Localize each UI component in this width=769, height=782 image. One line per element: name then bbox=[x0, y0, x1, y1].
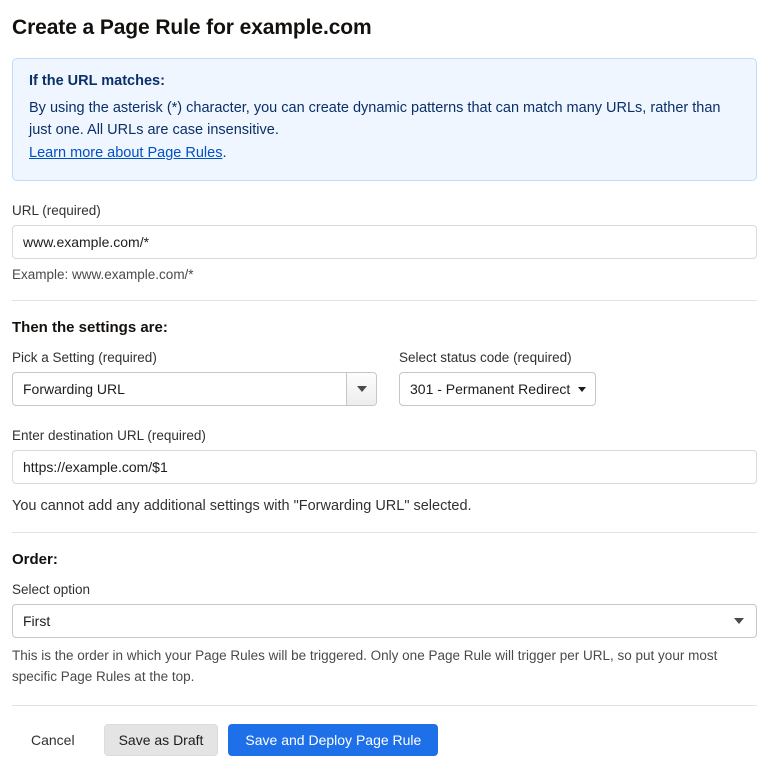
chevron-down-icon bbox=[578, 387, 586, 392]
divider-footer bbox=[12, 705, 757, 706]
info-box-heading: If the URL matches: bbox=[29, 73, 165, 89]
pick-setting-group bbox=[12, 350, 377, 406]
order-select[interactable] bbox=[12, 604, 757, 638]
status-code-value: 301 - Permanent Redirect bbox=[410, 381, 571, 398]
chevron-down-icon bbox=[734, 618, 744, 624]
order-section-title: Order: bbox=[12, 551, 58, 569]
pick-setting-dropdown-button[interactable] bbox=[346, 373, 376, 405]
settings-row bbox=[12, 350, 757, 406]
destination-url-label: Enter destination URL (required) bbox=[12, 428, 206, 444]
url-field-label: URL (required) bbox=[12, 203, 101, 219]
order-hint: This is the order in which your Page Rules will be triggered. Only one Page Rule will trigger per URL, so put your most specific Page Rules at the top. bbox=[12, 648, 718, 684]
destination-url-input[interactable] bbox=[12, 450, 757, 484]
settings-section-title: Then the settings are: bbox=[12, 319, 168, 337]
url-match-info-box bbox=[12, 58, 757, 181]
info-box-body: By using the asterisk (*) character, you can create dynamic patterns that can match many URLs, rather than just one. All URLs are case insensitive. bbox=[29, 100, 721, 139]
divider-order bbox=[12, 532, 757, 533]
cancel-button[interactable]: Cancel bbox=[12, 724, 94, 756]
save-as-draft-button[interactable]: Save as Draft bbox=[104, 724, 219, 756]
status-code-group bbox=[399, 350, 599, 406]
destination-group bbox=[12, 428, 757, 484]
info-box-link-suffix: . bbox=[222, 144, 227, 161]
page-title: Create a Page Rule for example.com bbox=[12, 16, 372, 39]
pick-setting-select[interactable] bbox=[12, 372, 377, 406]
divider-settings bbox=[12, 300, 757, 301]
form-actions bbox=[12, 724, 757, 756]
order-select-label: Select option bbox=[12, 582, 91, 598]
order-select-value: First bbox=[23, 613, 51, 630]
chevron-down-icon bbox=[357, 386, 367, 392]
status-code-label: Select status code (required) bbox=[399, 350, 572, 366]
pick-setting-label: Pick a Setting (required) bbox=[12, 350, 157, 366]
save-and-deploy-button[interactable]: Save and Deploy Page Rule bbox=[228, 724, 438, 756]
learn-more-page-rules-link[interactable]: Learn more about Page Rules bbox=[29, 144, 223, 161]
pick-setting-value: Forwarding URL bbox=[23, 381, 125, 398]
status-code-select[interactable] bbox=[399, 372, 596, 406]
url-field-hint: Example: www.example.com/* bbox=[12, 267, 194, 283]
forwarding-url-note: You cannot add any additional settings with "Forwarding URL" selected. bbox=[12, 498, 472, 515]
url-input[interactable] bbox=[12, 225, 757, 259]
